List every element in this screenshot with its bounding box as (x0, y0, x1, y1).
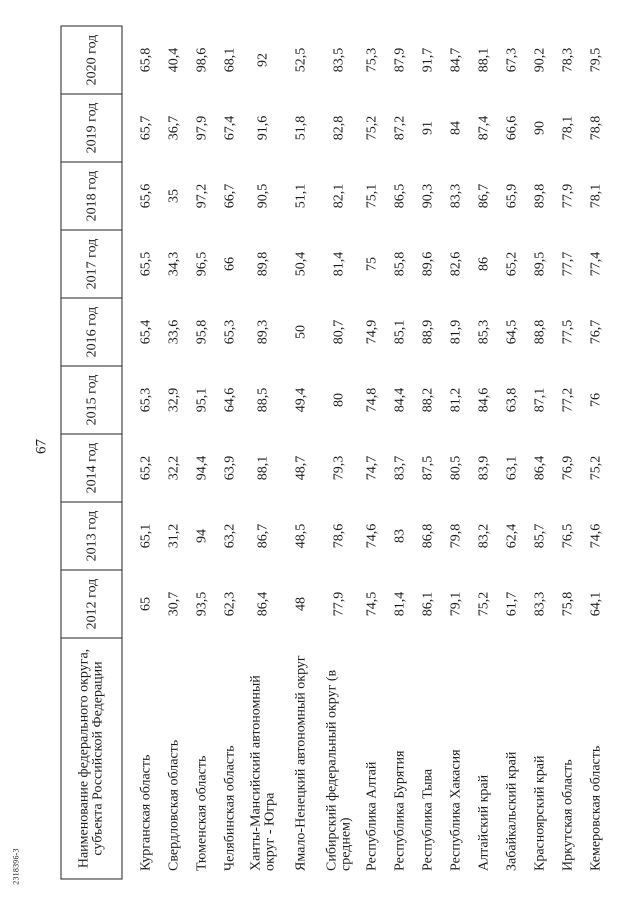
value-cell: 83,7 (392, 455, 408, 481)
value-cell: 79,3 (331, 455, 347, 481)
value-cell: 80 (331, 393, 347, 407)
table-header-row (61, 26, 122, 879)
value-cell: 76 (588, 393, 604, 407)
value-cell: 61,7 (504, 591, 520, 617)
value-cell: 87,1 (532, 387, 548, 413)
value-cell: 64,5 (504, 319, 520, 345)
value-cell: 51,8 (293, 115, 309, 141)
value-cell: 86,4 (532, 455, 548, 481)
value-cell: 50,4 (293, 251, 309, 277)
value-cell: 65,7 (138, 115, 154, 141)
value-cell: 81,2 (448, 387, 464, 413)
value-cell: 97,2 (194, 183, 210, 209)
region-name-cell: Красноярский край (532, 755, 548, 871)
value-cell: 76,5 (560, 523, 576, 549)
value-cell: 83 (392, 529, 408, 543)
value-cell: 89,6 (420, 251, 436, 277)
value-cell: 33,6 (166, 319, 182, 345)
table-row (359, 26, 387, 879)
table-row (555, 26, 583, 879)
value-cell: 49,4 (293, 387, 309, 413)
value-cell: 87,2 (392, 115, 408, 141)
value-cell: 65,1 (138, 523, 154, 549)
value-cell: 40,4 (166, 47, 182, 73)
value-cell: 78,1 (560, 115, 576, 141)
value-cell: 83,2 (476, 523, 492, 549)
value-cell: 76,7 (588, 319, 604, 345)
value-cell: 77,7 (560, 251, 576, 277)
value-cell: 48 (293, 597, 309, 611)
value-cell: 84,6 (476, 387, 492, 413)
value-cell: 48,5 (293, 523, 309, 549)
value-cell: 79,1 (448, 591, 464, 617)
value-cell: 66,7 (222, 183, 238, 209)
value-cell: 78,6 (331, 523, 347, 549)
value-cell: 96,5 (194, 251, 210, 277)
value-cell: 74,6 (364, 523, 380, 549)
value-cell: 86,8 (420, 523, 436, 549)
value-cell: 95,8 (194, 319, 210, 345)
value-cell: 83,3 (448, 183, 464, 209)
value-cell: 90 (532, 121, 548, 135)
table-row (499, 26, 527, 879)
value-cell: 63,8 (504, 387, 520, 413)
table-row (321, 26, 359, 879)
value-cell: 63,1 (504, 455, 520, 481)
value-cell: 67,3 (504, 47, 520, 73)
table-body (122, 26, 611, 879)
value-cell: 86,5 (392, 183, 408, 209)
value-cell: 86,4 (255, 591, 271, 617)
value-cell: 74,7 (364, 455, 380, 481)
region-name-cell: Свердловская область (166, 739, 182, 871)
region-name-cell: Кемеровская область (588, 745, 604, 871)
value-cell: 84,7 (448, 47, 464, 73)
column-header-year: 2017 год (61, 230, 122, 298)
table-row (217, 26, 245, 879)
value-cell: 84,4 (392, 387, 408, 413)
value-cell: 65,2 (504, 251, 520, 277)
region-name-cell: Ханты-Мансийский автономный округ - Югра (248, 675, 278, 871)
column-header-year: 2016 год (61, 298, 122, 366)
value-cell: 95,1 (194, 387, 210, 413)
column-header-year: 2019 год (61, 94, 122, 162)
value-cell: 93,5 (194, 591, 210, 617)
value-cell: 74,9 (364, 319, 380, 345)
table-row (161, 26, 189, 879)
value-cell: 78,3 (560, 47, 576, 73)
region-name-cell: Ямало-Ненецкий автономный округ (293, 655, 309, 871)
data-table (61, 26, 611, 880)
value-cell: 81,4 (331, 251, 347, 277)
value-cell: 75,2 (364, 115, 380, 141)
value-cell: 84 (448, 121, 464, 135)
value-cell: 85,8 (392, 251, 408, 277)
value-cell: 77,4 (588, 251, 604, 277)
value-cell: 50 (293, 325, 309, 339)
value-cell: 89,3 (255, 319, 271, 345)
region-name-cell: Республика Алтай (364, 761, 380, 871)
value-cell: 88,5 (255, 387, 271, 413)
value-cell: 32,9 (166, 387, 182, 413)
region-name-cell: Забайкальский край (504, 751, 520, 871)
column-header-name: Наименование федерального округа, субъекта Российской Федерации (61, 638, 122, 879)
value-cell: 86,7 (476, 183, 492, 209)
value-cell: 82,1 (331, 183, 347, 209)
page-number: 67 (33, 439, 50, 454)
table-row (527, 26, 555, 879)
value-cell: 91,7 (420, 47, 436, 73)
value-cell: 88,2 (420, 387, 436, 413)
value-cell: 87,9 (392, 47, 408, 73)
value-cell: 80,5 (448, 455, 464, 481)
value-cell: 34,3 (166, 251, 182, 277)
value-cell: 88,1 (476, 47, 492, 73)
value-cell: 48,7 (293, 455, 309, 481)
value-cell: 91 (420, 121, 436, 135)
column-header-year: 2015 год (61, 366, 122, 434)
value-cell: 74,8 (364, 387, 380, 413)
region-name-cell: Алтайский край (476, 774, 492, 871)
value-cell: 85,7 (532, 523, 548, 549)
value-cell: 65,3 (138, 387, 154, 413)
value-cell: 85,3 (476, 319, 492, 345)
value-cell: 65,3 (222, 319, 238, 345)
value-cell: 77,2 (560, 387, 576, 413)
value-cell: 66 (222, 257, 238, 271)
value-cell: 63,2 (222, 523, 238, 549)
column-header-year: 2013 год (61, 502, 122, 570)
value-cell: 83,9 (476, 455, 492, 481)
column-header-year: 2014 год (61, 434, 122, 502)
table-row (122, 26, 161, 879)
value-cell: 67,4 (222, 115, 238, 141)
value-cell: 62,3 (222, 591, 238, 617)
value-cell: 94 (194, 529, 210, 543)
value-cell: 90,2 (532, 47, 548, 73)
value-cell: 89,8 (532, 183, 548, 209)
region-name-cell: Сибирский федеральный округ (в среднем) (324, 669, 354, 871)
value-cell: 86 (476, 257, 492, 271)
value-cell: 68,1 (222, 47, 238, 73)
value-cell: 75 (364, 257, 380, 271)
table-row (443, 26, 471, 879)
value-cell: 65,5 (138, 251, 154, 277)
value-cell: 79,8 (448, 523, 464, 549)
value-cell: 90,5 (255, 183, 271, 209)
value-cell: 89,8 (255, 251, 271, 277)
value-cell: 97,9 (194, 115, 210, 141)
region-name-cell: Республика Хакасия (448, 749, 464, 871)
value-cell: 85,1 (392, 319, 408, 345)
table-row (245, 26, 283, 879)
value-cell: 65,9 (504, 183, 520, 209)
value-cell: 35 (166, 189, 182, 203)
region-name-cell: Челябинская область (222, 745, 238, 871)
region-name-cell: Республика Тыва (420, 768, 436, 871)
value-cell: 65,6 (138, 183, 154, 209)
value-cell: 64,6 (222, 387, 238, 413)
value-cell: 79,5 (588, 47, 604, 73)
value-cell: 81,9 (448, 319, 464, 345)
value-cell: 86,1 (420, 591, 436, 617)
value-cell: 66,6 (504, 115, 520, 141)
value-cell: 75,2 (588, 455, 604, 481)
value-cell: 65,8 (138, 47, 154, 73)
column-header-year: 2018 год (61, 162, 122, 230)
table-row (415, 26, 443, 879)
region-name-cell: Иркутская область (560, 759, 576, 871)
value-cell: 75,3 (364, 47, 380, 73)
region-name-cell: Тюменская область (194, 755, 210, 871)
value-cell: 90,3 (420, 183, 436, 209)
value-cell: 31,2 (166, 523, 182, 549)
value-cell: 83,3 (532, 591, 548, 617)
value-cell: 76,9 (560, 455, 576, 481)
value-cell: 65 (138, 597, 154, 611)
value-cell: 36,7 (166, 115, 182, 141)
value-cell: 92 (255, 53, 271, 67)
value-cell: 62,4 (504, 523, 520, 549)
value-cell: 89,5 (532, 251, 548, 277)
table-row (283, 26, 321, 879)
column-header-year: 2020 год (61, 26, 122, 94)
value-cell: 77,9 (331, 591, 347, 617)
column-header-year: 2012 год (61, 570, 122, 638)
value-cell: 88,8 (532, 319, 548, 345)
value-cell: 82,8 (331, 115, 347, 141)
table-row (189, 26, 217, 879)
value-cell: 77,5 (560, 319, 576, 345)
rotated-page (61, 27, 604, 880)
value-cell: 65,4 (138, 319, 154, 345)
value-cell: 63,9 (222, 455, 238, 481)
value-cell: 81,4 (392, 591, 408, 617)
value-cell: 64,1 (588, 591, 604, 617)
table-row (583, 26, 611, 879)
value-cell: 75,8 (560, 591, 576, 617)
value-cell: 65,2 (138, 455, 154, 481)
value-cell: 80,7 (331, 319, 347, 345)
value-cell: 83,5 (331, 47, 347, 73)
value-cell: 74,6 (588, 523, 604, 549)
value-cell: 91,6 (255, 115, 271, 141)
value-cell: 52,5 (293, 47, 309, 73)
value-cell: 86,7 (255, 523, 271, 549)
value-cell: 32,2 (166, 455, 182, 481)
value-cell: 98,6 (194, 47, 210, 73)
document-code: 2318396-3 (11, 848, 21, 885)
value-cell: 78,1 (588, 183, 604, 209)
value-cell: 78,8 (588, 115, 604, 141)
value-cell: 75,2 (476, 591, 492, 617)
value-cell: 87,5 (420, 455, 436, 481)
region-name-cell: Республика Бурятия (392, 750, 408, 871)
value-cell: 77,9 (560, 183, 576, 209)
region-name-cell: Курганская область (138, 754, 154, 871)
value-cell: 87,4 (476, 115, 492, 141)
value-cell: 51,1 (293, 183, 309, 209)
value-cell: 94,4 (194, 455, 210, 481)
table-row (387, 26, 415, 879)
value-cell: 74,5 (364, 591, 380, 617)
value-cell: 88,1 (255, 455, 271, 481)
value-cell: 30,7 (166, 591, 182, 617)
value-cell: 82,6 (448, 251, 464, 277)
table-row (471, 26, 499, 879)
value-cell: 88,9 (420, 319, 436, 345)
value-cell: 75,1 (364, 183, 380, 209)
